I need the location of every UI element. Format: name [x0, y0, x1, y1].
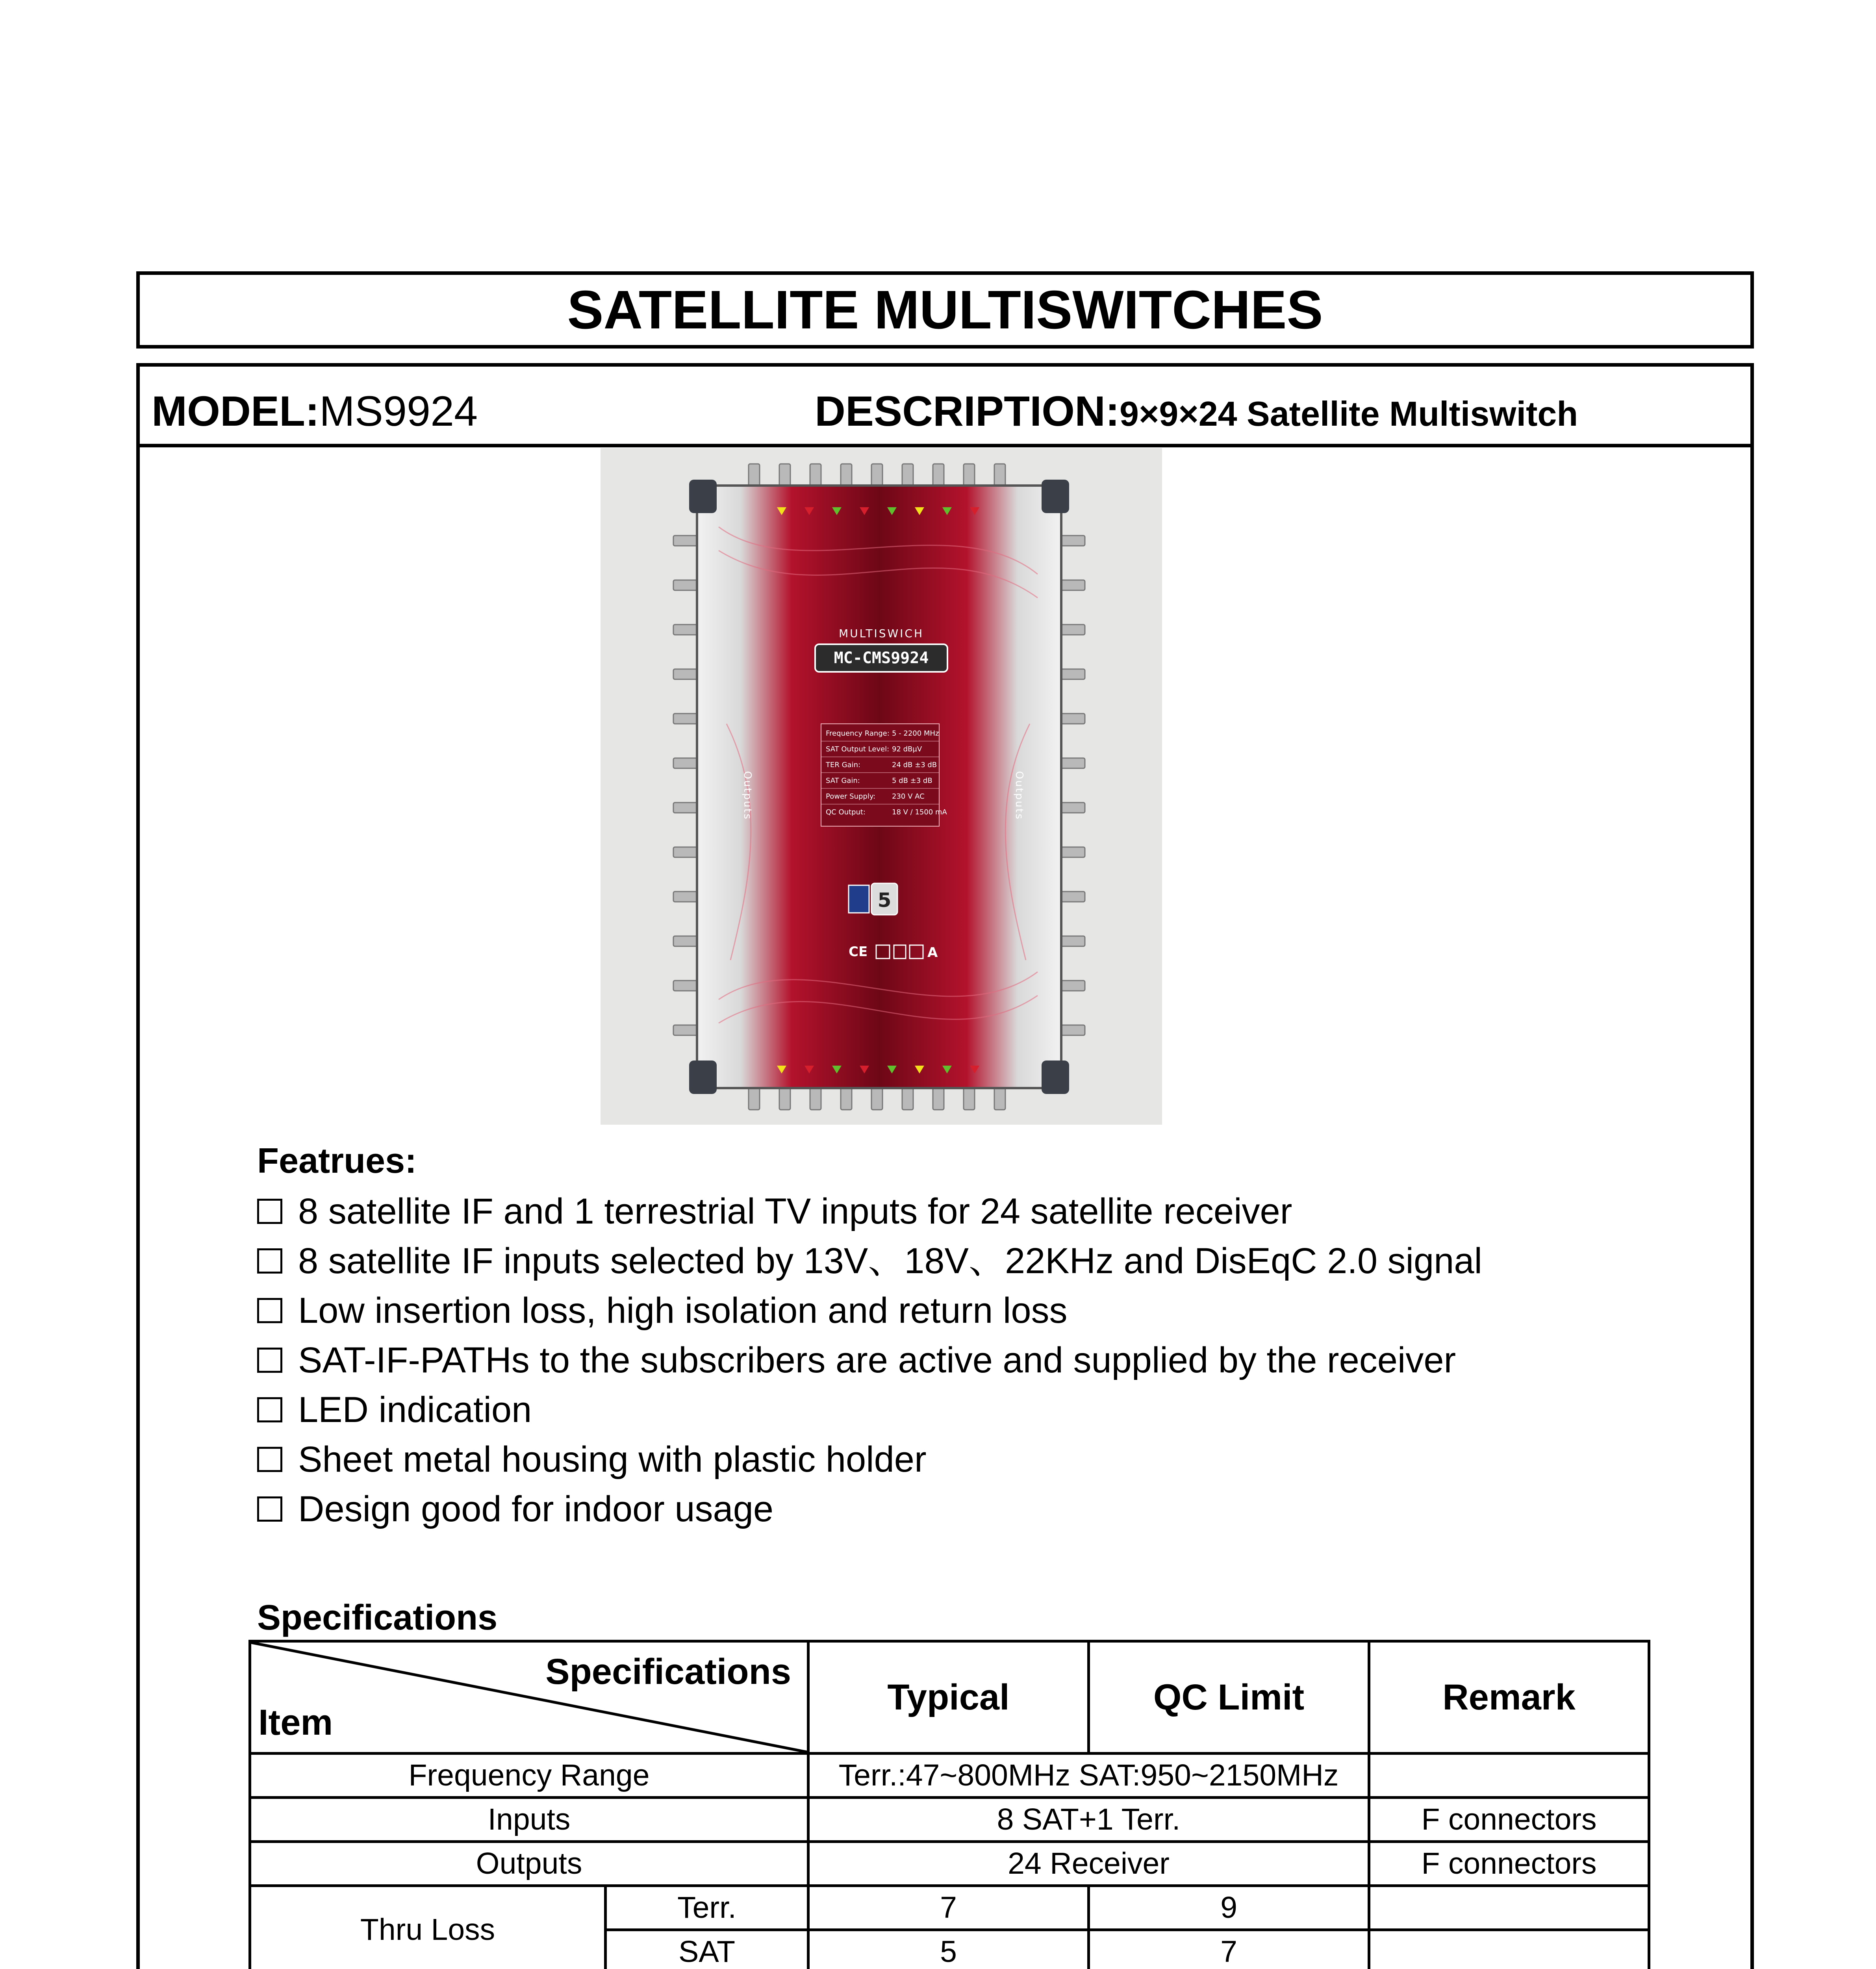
f-connector: [1060, 669, 1085, 679]
info-value: 230 V AC: [892, 792, 925, 801]
right-output-connectors: [1060, 536, 1085, 1035]
page-title: SATELLITE MULTISWITCHES: [136, 271, 1754, 349]
brand-text: MULTISWICH: [838, 627, 924, 640]
f-connector: [673, 669, 698, 679]
checkbox-icon: [257, 1496, 282, 1522]
row-value: 8 SAT+1 Terr.: [808, 1798, 1369, 1842]
f-connector: [749, 464, 760, 488]
row-remark: [1369, 1754, 1649, 1798]
info-value: 5 dB ±3 dB: [892, 777, 932, 785]
row-item: Thru Loss: [250, 1886, 606, 1969]
checkbox-icon: [257, 1199, 282, 1224]
f-connector: [902, 464, 913, 488]
feature-text: Sheet metal housing with plastic holder: [298, 1439, 927, 1480]
table-row: [250, 1886, 1649, 1930]
multiswitch-illustration: [601, 448, 1162, 1125]
f-connector: [673, 580, 698, 590]
row-remark: [1369, 1886, 1649, 1930]
f-connector: [871, 464, 882, 488]
feature-text: Low insertion loss, high isolation and return loss: [298, 1290, 1068, 1331]
feature-item: [257, 1187, 1482, 1236]
row-subitem: SAT: [606, 1930, 808, 1969]
info-key: TER Gain:: [826, 761, 861, 769]
info-value: 5 - 2200 MHz: [892, 729, 939, 738]
checkbox-icon: [257, 1248, 282, 1274]
row-item: Inputs: [250, 1798, 808, 1842]
info-value: 18 V / 1500 mA: [892, 808, 947, 816]
feature-text: SAT-IF-PATHs to the subscribers are active and supplied by the receiver: [298, 1340, 1456, 1380]
top-connectors: [749, 464, 1005, 488]
model-value: MS9924: [319, 387, 478, 435]
f-connector: [673, 1025, 698, 1035]
description-field: [815, 386, 1578, 436]
f-connector: [1060, 892, 1085, 902]
features-list: [257, 1187, 1482, 1534]
f-connector: [1060, 625, 1085, 635]
f-connector: [841, 464, 852, 488]
f-connector: [673, 892, 698, 902]
f-connector: [1060, 847, 1085, 857]
row-remark: F connectors: [1369, 1798, 1649, 1842]
header-remark: Remark: [1369, 1641, 1649, 1754]
left-outputs-label: Outputs: [742, 771, 753, 820]
feature-item: [257, 1385, 1482, 1435]
row-qc-limit: 7: [1089, 1930, 1369, 1969]
model-field: [152, 386, 478, 436]
specifications-heading: Specifications: [257, 1598, 498, 1637]
info-panel: [821, 724, 947, 826]
f-connector: [964, 464, 975, 488]
specifications-table: [248, 1640, 1650, 1969]
row-remark: [1369, 1930, 1649, 1969]
f-connector: [1060, 981, 1085, 991]
row-qc-limit: 9: [1089, 1886, 1369, 1930]
f-connector: [1060, 536, 1085, 546]
corner-holder: [1042, 1061, 1069, 1094]
corner-holder: [689, 480, 717, 513]
f-connector: [779, 464, 790, 488]
info-key: SAT Gain:: [826, 777, 860, 785]
info-key: SAT Output Level:: [826, 745, 890, 753]
f-connector: [1060, 1025, 1085, 1035]
row-typical: 7: [808, 1886, 1089, 1930]
feature-item: [257, 1484, 1482, 1534]
feature-text: 8 satellite IF inputs selected by 13V、18V、22KHz and DisEqC 2.0 signal: [298, 1241, 1482, 1281]
header-item: Item: [258, 1702, 333, 1743]
table-row: [250, 1798, 1649, 1842]
f-connector: [673, 536, 698, 546]
header-diagonal-cell: [250, 1641, 808, 1754]
f-connector: [673, 803, 698, 813]
feature-item: [257, 1435, 1482, 1484]
row-remark: F connectors: [1369, 1842, 1649, 1886]
row-item: Outputs: [250, 1842, 808, 1886]
f-connector: [810, 1086, 821, 1110]
f-connector: [673, 936, 698, 946]
f-connector: [749, 1086, 760, 1110]
checkbox-icon: [257, 1397, 282, 1422]
f-connector: [841, 1086, 852, 1110]
left-output-connectors: [673, 536, 698, 1035]
model-row: [140, 367, 1750, 447]
f-connector: [1060, 714, 1085, 724]
header-specifications: Specifications: [545, 1652, 791, 1692]
table-row: [250, 1754, 1649, 1798]
model-badge-text: MC-CMS9924: [834, 649, 929, 667]
info-key: QC Output:: [826, 808, 866, 816]
f-connector: [994, 1086, 1005, 1110]
table-row: [250, 1842, 1649, 1886]
f-connector: [810, 464, 821, 488]
f-connector: [673, 847, 698, 857]
features-heading: Featrues:: [257, 1141, 417, 1181]
row-value: 24 Receiver: [808, 1842, 1369, 1886]
feature-text: LED indication: [298, 1390, 532, 1430]
checkbox-icon: [257, 1348, 282, 1373]
f-connector: [673, 625, 698, 635]
info-value: 92 dBµV: [892, 745, 922, 753]
feature-item: [257, 1335, 1482, 1385]
header-typical: Typical: [808, 1641, 1089, 1754]
info-key: Power Supply:: [826, 792, 876, 801]
f-connector: [933, 464, 944, 488]
model-label: MODEL:: [152, 387, 319, 435]
f-connector: [933, 1086, 944, 1110]
ce-mark: CE: [849, 944, 868, 960]
datasheet-frame: [136, 363, 1754, 1969]
f-connector: [1060, 803, 1085, 813]
f-connector: [1060, 580, 1085, 590]
f-connector: [673, 981, 698, 991]
header-qc-limit: QC Limit: [1089, 1641, 1369, 1754]
product-photo: [601, 448, 1162, 1125]
info-value: 24 dB ±3 dB: [892, 761, 937, 769]
f-connector: [673, 714, 698, 724]
feature-item: [257, 1286, 1482, 1335]
checkbox-icon: [257, 1447, 282, 1472]
feature-item: [257, 1236, 1482, 1286]
description-label: DESCRIPTION:: [815, 387, 1120, 435]
f-connector: [871, 1086, 882, 1110]
row-typical: 5: [808, 1930, 1089, 1969]
f-connector: [673, 758, 698, 768]
description-value: 9×9×24 Satellite Multiswitch: [1120, 394, 1578, 433]
corner-holder: [1042, 480, 1069, 513]
row-item: Frequency Range: [250, 1754, 808, 1798]
feature-text: Design good for indoor usage: [298, 1489, 774, 1529]
table-header-row: [250, 1641, 1649, 1754]
feature-text: 8 satellite IF and 1 terrestrial TV inputs for 24 satellite receiver: [298, 1191, 1292, 1231]
row-value: Terr.:47~800MHz SAT:950~2150MHz: [808, 1754, 1369, 1798]
corner-holder: [689, 1061, 717, 1094]
f-connector: [779, 1086, 790, 1110]
f-connector: [1060, 936, 1085, 946]
warranty-digit: 5: [877, 889, 892, 912]
class-a-mark: A: [927, 945, 938, 960]
info-key: Frequency Range:: [826, 729, 890, 738]
f-connector: [1060, 758, 1085, 768]
row-subitem: Terr.: [606, 1886, 808, 1930]
f-connector: [964, 1086, 975, 1110]
uk-flag-logo: [849, 885, 869, 913]
right-outputs-label: Outputs: [1013, 771, 1025, 820]
checkbox-icon: [257, 1298, 282, 1323]
f-connector: [994, 464, 1005, 488]
bottom-connectors: [749, 1086, 1005, 1110]
f-connector: [902, 1086, 913, 1110]
